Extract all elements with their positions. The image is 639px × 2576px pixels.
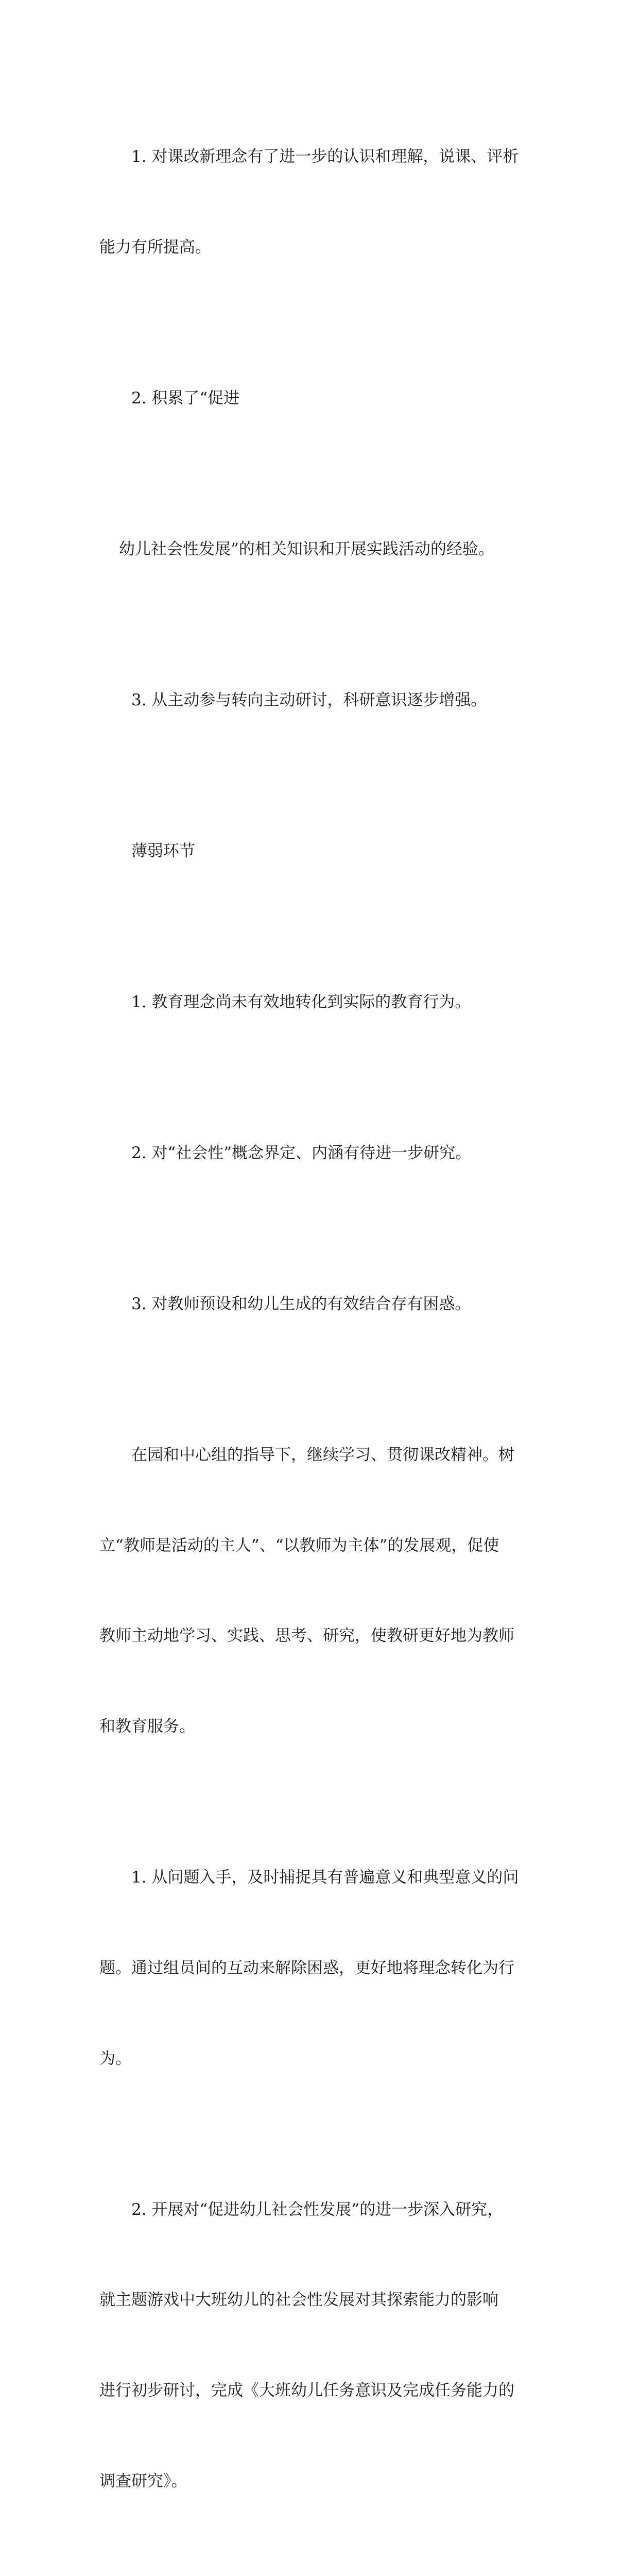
section-heading-weaknesses bbox=[99, 776, 552, 927]
text-line: 就主题游戏中大班幼儿的社会性发展对其探索能力的影响 bbox=[99, 2291, 498, 2310]
text-line: 立“教师是活动的主人”、“以教师为主体”的发展观，促使 bbox=[99, 1536, 499, 1555]
paragraph-weakness-2 bbox=[99, 1078, 552, 1229]
text-line: 教师主动地学习、实践、思考、研究，使教研更好地为教师 bbox=[99, 1626, 514, 1646]
paragraph-weakness-1 bbox=[99, 927, 552, 1078]
paragraph-plan-1 bbox=[99, 1802, 552, 2134]
text-line: 2. 积累了“促进 bbox=[131, 388, 240, 408]
paragraph-achievement-2-continued bbox=[99, 474, 552, 625]
text-line: 3. 对教师预设和幼儿生成的有效结合存有困惑。 bbox=[131, 1294, 471, 1313]
text-line: 在园和中心组的指导下，继续学习、贯彻课改精神。树 bbox=[131, 1445, 514, 1464]
text-line: 能力有所提高。 bbox=[99, 238, 211, 257]
paragraph-weakness-3 bbox=[99, 1229, 552, 1380]
paragraph-guidance bbox=[99, 1380, 552, 1802]
text-line: 幼儿社会性发展”的相关知识和开展实践活动的经验。 bbox=[119, 539, 494, 558]
text-line: 薄弱环节 bbox=[131, 841, 195, 860]
text-line: 1. 对课改新理念有了进一步的认识和理解，说课、评析 bbox=[131, 147, 519, 166]
text-line: 进行初步研讨，完成《大班幼儿任务意识及完成任务能力的 bbox=[99, 2381, 514, 2400]
text-line: 3. 从主动参与转向主动研讨，科研意识逐步增强。 bbox=[131, 690, 487, 709]
text-line: 题。通过组员间的互动来解除困惑，更好地将理念转化为行 bbox=[99, 1958, 514, 1977]
paragraph-achievement-2 bbox=[99, 323, 552, 474]
paragraph-plan-2 bbox=[99, 2134, 552, 2556]
text-line: 1. 教育理念尚未有效地转化到实际的教育行为。 bbox=[131, 992, 471, 1011]
text-line: 和教育服务。 bbox=[99, 1717, 195, 1736]
text-line: 1. 从问题入手，及时捕捉具有普遍意义和典型意义的问 bbox=[131, 1868, 519, 1887]
text-line: 2. 开展对“促进幼儿社会性发展”的进一步深入研究， bbox=[131, 2200, 504, 2219]
paragraph-plan-3 bbox=[99, 2557, 552, 2576]
text-line: 调查研究》。 bbox=[99, 2471, 187, 2490]
paragraph-achievement-1 bbox=[99, 81, 552, 323]
text-line: 2. 对“社会性”概念界定、内涵有待进一步研究。 bbox=[131, 1143, 472, 1162]
text-line: 为。 bbox=[99, 2049, 131, 2068]
document-body bbox=[99, 81, 552, 2576]
paragraph-achievement-3 bbox=[99, 625, 552, 776]
